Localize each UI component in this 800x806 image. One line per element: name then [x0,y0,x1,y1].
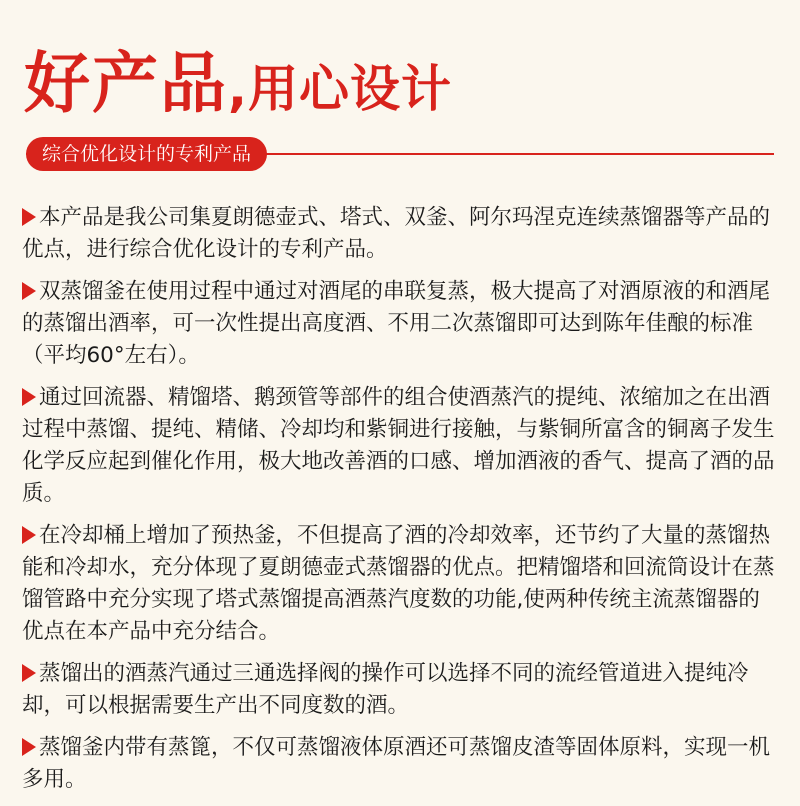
bullet-triangle-icon [22,664,36,682]
bullet-triangle-icon [22,208,36,226]
feature-text: 在冷却桶上增加了预热釜，不但提高了酒的冷却效率，还节约了大量的蒸馏热能和冷却水，充分体现了夏朗德壶式蒸馏器的优点。把精馏塔和回流筒设计在蒸馏管路中充分实现了塔式蒸馏提高酒蒸汽度数的功能,使两种传统主流蒸馏器的优点在本产品中充分结合。 [22,523,775,644]
feature-item [22,276,778,372]
feature-item [22,202,778,266]
headline-sub: ,用心设计 [228,60,452,118]
feature-item [22,520,778,648]
bullet-triangle-icon [22,738,36,756]
feature-item [22,732,778,796]
feature-text: 双蒸馏釜在使用过程中通过对酒尾的串联复蒸，极大提高了对酒原液的和酒尾的蒸馏出酒率，可一次性提出高度酒、不用二次蒸馏即可达到陈年佳酿的标准（平均60°左右）。 [22,279,771,368]
feature-text: 本产品是我公司集夏朗德壶式、塔式、双釜、阿尔玛涅克连续蒸馏器等产品的优点，进行综合优化设计的专利产品。 [22,205,771,262]
feature-text: 通过回流器、精馏塔、鹅颈管等部件的组合使酒蒸汽的提纯、浓缩加之在出酒过程中蒸馏、提纯、精储、冷却均和紫铜进行接触，与紫铜所富含的铜离子发生化学反应起到催化作用，极大地改善酒的口感、增加酒液的香气、提高了酒的品质。 [22,385,775,506]
feature-text: 蒸馏出的酒蒸汽通过三通选择阀的操作可以选择不同的流经管道进入提纯冷却，可以根据需要生产出不同度数的酒。 [22,661,749,718]
page-headline [24,30,452,125]
headline-main: 好产品 [24,45,228,122]
section-badge: 综合优化设计的专利产品 [26,137,267,171]
feature-item [22,382,778,510]
feature-item [22,658,778,722]
bullet-triangle-icon [22,388,36,406]
feature-text: 蒸馏釜内带有蒸篦，不仅可蒸馏液体原酒还可蒸馏皮渣等固体原料，实现一机多用。 [22,735,771,792]
feature-list [22,202,778,806]
bullet-triangle-icon [22,526,36,544]
bullet-triangle-icon [22,282,36,300]
